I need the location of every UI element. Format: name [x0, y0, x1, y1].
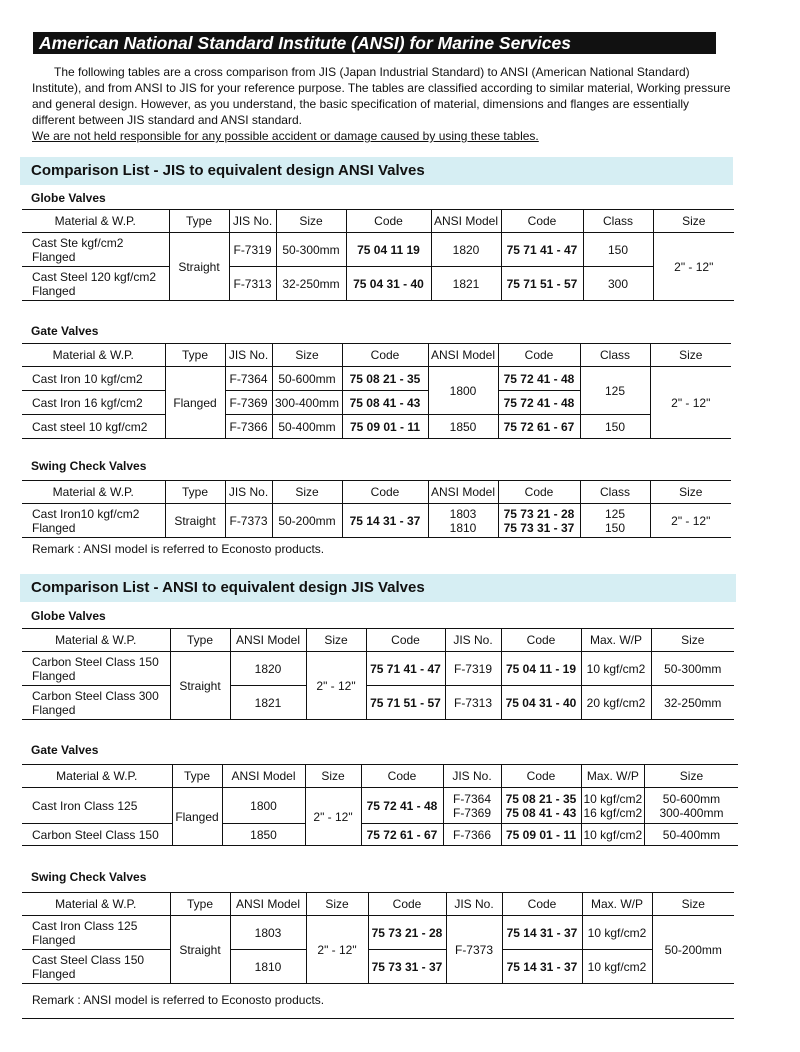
max-wp: 10 kgf/cm2 — [582, 950, 652, 984]
code-cell: 75 71 41 - 47 — [366, 652, 445, 686]
s2-swing-table — [22, 892, 734, 984]
ansi-model: 1803 — [449, 506, 477, 521]
end-type-label: Flanged — [32, 702, 76, 717]
s1-gate-title: Gate Valves — [31, 324, 99, 338]
col-header: Size — [272, 344, 342, 367]
end-type-label: Flanged — [32, 283, 76, 298]
col-header: Class — [580, 481, 650, 504]
max-wp: 20 kgf/cm2 — [581, 686, 651, 720]
col-header: ANSI Model — [428, 344, 498, 367]
ansi-model: 1810 — [449, 520, 477, 535]
col-header: JIS No. — [229, 210, 276, 233]
code-cell: 75 71 41 - 47 — [501, 233, 583, 267]
size-cell: 2" - 12" — [306, 916, 368, 984]
type-cell: Flanged — [172, 788, 222, 846]
material-label: Carbon Steel Class 150 — [32, 654, 159, 669]
col-header: JIS No. — [446, 893, 502, 916]
col-header: Material & W.P. — [22, 893, 170, 916]
col-header: Size — [653, 210, 734, 233]
type-cell: Straight — [165, 504, 225, 538]
col-header: Type — [172, 765, 222, 788]
type-cell: Straight — [170, 916, 230, 984]
s1-globe-table — [22, 209, 734, 301]
size-cell: 50-200mm — [272, 504, 342, 538]
size-cell: 2" - 12" — [306, 652, 366, 720]
col-header: Max. W/P — [581, 629, 651, 652]
type-cell: Flanged — [165, 367, 225, 439]
col-header: Max. W/P — [582, 893, 652, 916]
s1-swing-title: Swing Check Valves — [31, 459, 147, 473]
material-label: Cast Iron Class 125 — [22, 788, 172, 824]
col-header: Material & W.P. — [22, 629, 170, 652]
code-cell: 75 08 41 - 43 — [505, 805, 577, 820]
ansi-model: 1803 — [230, 916, 306, 950]
code-cell: 75 73 31 - 37 — [368, 950, 446, 984]
material-label: Cast Iron 10 kgf/cm2 — [22, 367, 165, 391]
section-jis-to-ansi-title: Comparison List - JIS to equivalent design ANSI Valves — [20, 157, 733, 185]
table-row — [22, 950, 734, 984]
ansi-model: 1820 — [230, 652, 306, 686]
table-row — [22, 504, 731, 538]
col-header: Material & W.P. — [22, 481, 165, 504]
col-header: Class — [583, 210, 653, 233]
code-cell: 75 08 21 - 35 — [342, 367, 428, 391]
code-cell: 75 04 11 19 — [346, 233, 431, 267]
size-cell: 300-400mm — [659, 805, 724, 820]
size-cell: 2" - 12" — [305, 788, 361, 846]
jis-no: F-7313 — [229, 267, 276, 301]
col-header: Code — [342, 481, 428, 504]
col-header: Code — [502, 893, 582, 916]
code-cell: 75 72 61 - 67 — [498, 415, 580, 439]
end-type-label: Flanged — [32, 249, 76, 264]
ansi-model: 1820 — [431, 233, 501, 267]
table-row — [22, 267, 734, 301]
col-header: Size — [306, 629, 366, 652]
col-header: Size — [272, 481, 342, 504]
col-header: JIS No. — [225, 344, 272, 367]
type-cell: Straight — [170, 652, 230, 720]
intro-text — [32, 64, 732, 144]
col-header: Code — [498, 481, 580, 504]
code-cell: 75 14 31 - 37 — [342, 504, 428, 538]
size-cell: 50-300mm — [276, 233, 346, 267]
class-cell: 150 — [580, 415, 650, 439]
col-header: JIS No. — [225, 481, 272, 504]
max-wp: 10 kgf/cm2 — [581, 824, 645, 846]
col-header: Class — [580, 344, 650, 367]
s1-globe-title: Globe Valves — [31, 191, 106, 205]
code-cell: 75 14 31 - 37 — [502, 916, 582, 950]
class-cell: 150 — [604, 520, 626, 535]
s1-gate-table — [22, 343, 731, 439]
size-cell: 50-200mm — [652, 916, 734, 984]
max-wp: 16 kgf/cm2 — [583, 805, 643, 820]
s2-globe-title: Globe Valves — [31, 609, 106, 623]
col-header: Type — [165, 344, 225, 367]
col-header: Max. W/P — [581, 765, 645, 788]
col-header: Size — [645, 765, 738, 788]
col-header: Material & W.P. — [22, 765, 172, 788]
code-cell: 75 72 41 - 48 — [498, 367, 580, 391]
size-cell: 300-400mm — [272, 391, 342, 415]
ansi-model: 1800 — [222, 788, 305, 824]
col-header: Size — [276, 210, 346, 233]
ansi-model: 1800 — [428, 367, 498, 415]
class-cell: 150 — [583, 233, 653, 267]
jis-no: F-7319 — [445, 652, 501, 686]
size-cell: 2" - 12" — [650, 367, 731, 439]
col-header: ANSI Model — [230, 893, 306, 916]
size-cell: 2" - 12" — [653, 233, 734, 301]
ansi-model: 1821 — [431, 267, 501, 301]
jis-no: F-7364 — [225, 367, 272, 391]
col-header: ANSI Model — [222, 765, 305, 788]
ansi-model: 1850 — [428, 415, 498, 439]
col-header: Size — [651, 629, 734, 652]
size-cell: 50-600mm — [662, 791, 721, 806]
col-header: Type — [165, 481, 225, 504]
material-label: Carbon Steel Class 150 — [22, 824, 172, 846]
size-cell: 50-600mm — [272, 367, 342, 391]
col-header: Code — [361, 765, 443, 788]
table-row — [22, 788, 738, 824]
col-header: Size — [305, 765, 361, 788]
intro-paragraph: The following tables are a cross comparison from JIS (Japan Industrial Standard) to ANSI (American National Standard) Institute), and from ANSI to JIS for your reference purpose. The tables are classified according to similar material, Working pressure and general design. However, as you understand, the basic specification of material, dimensions and flanges are essentially different between JIS standard and ANSI standard. — [32, 65, 731, 127]
jis-no: F-7366 — [443, 824, 501, 846]
s2-swing-title: Swing Check Valves — [31, 870, 147, 884]
material-label: Cast Ste kgf/cm2 — [32, 235, 124, 250]
jis-no: F-7373 — [225, 504, 272, 538]
code-cell: 75 71 51 - 57 — [366, 686, 445, 720]
material-label: Carbon Steel Class 300 — [32, 688, 159, 703]
table-row — [22, 415, 731, 439]
jis-no: F-7319 — [229, 233, 276, 267]
end-type-label: Flanged — [32, 520, 76, 535]
col-header: Code — [346, 210, 431, 233]
material-label: Cast Iron10 kgf/cm2 — [32, 506, 140, 521]
ansi-model: 1850 — [222, 824, 305, 846]
end-type-label: Flanged — [32, 932, 76, 947]
remark: Remark : ANSI model is referred to Econosto products. — [32, 542, 325, 556]
page-title: American National Standard Institute (ANSI) for Marine Services — [33, 32, 716, 54]
jis-no: F-7369 — [452, 805, 492, 820]
code-cell: 75 09 01 - 11 — [501, 824, 581, 846]
size-cell: 32-250mm — [276, 267, 346, 301]
table-row — [22, 824, 738, 846]
col-header: Size — [650, 481, 731, 504]
material-label: Cast Iron 16 kgf/cm2 — [22, 391, 165, 415]
code-cell: 75 08 41 - 43 — [342, 391, 428, 415]
col-header: ANSI Model — [431, 210, 501, 233]
col-header: ANSI Model — [230, 629, 306, 652]
jis-no: F-7366 — [225, 415, 272, 439]
section-ansi-to-jis-title: Comparison List - ANSI to equivalent design JIS Valves — [20, 574, 736, 602]
table-row — [22, 652, 734, 686]
table-row — [22, 367, 731, 391]
jis-no: F-7364 — [452, 791, 492, 806]
code-cell: 75 72 61 - 67 — [361, 824, 443, 846]
code-cell: 75 04 31 - 40 — [501, 686, 581, 720]
col-header: Code — [366, 629, 445, 652]
code-cell: 75 04 11 - 19 — [501, 652, 581, 686]
bottom-rule — [22, 1018, 734, 1019]
max-wp: 10 kgf/cm2 — [583, 791, 643, 806]
col-header: Code — [501, 629, 581, 652]
material-label: Cast steel 10 kgf/cm2 — [22, 415, 165, 439]
col-header: Size — [652, 893, 734, 916]
table-row — [22, 686, 734, 720]
col-header: Size — [650, 344, 731, 367]
ansi-model: 1821 — [230, 686, 306, 720]
col-header: Type — [170, 629, 230, 652]
size-cell: 2" - 12" — [650, 504, 731, 538]
s1-swing-table — [22, 480, 731, 538]
material-label: Cast Steel 120 kgf/cm2 — [32, 269, 157, 284]
size-cell: 50-400mm — [272, 415, 342, 439]
material-label: Cast Iron Class 125 — [32, 918, 138, 933]
code-cell: 75 72 41 - 48 — [498, 391, 580, 415]
jis-no: F-7373 — [446, 916, 502, 984]
class-cell: 125 — [604, 506, 626, 521]
col-header: Material & W.P. — [22, 344, 165, 367]
ansi-model: 1810 — [230, 950, 306, 984]
col-header: Type — [169, 210, 229, 233]
col-header: Code — [342, 344, 428, 367]
code-cell: 75 14 31 - 37 — [502, 950, 582, 984]
jis-no: F-7313 — [445, 686, 501, 720]
disclaimer: We are not held responsible for any possible accident or damage caused by using these tables. — [32, 129, 539, 143]
class-cell: 300 — [583, 267, 653, 301]
code-cell: 75 73 31 - 37 — [503, 520, 575, 535]
col-header: JIS No. — [443, 765, 501, 788]
col-header: ANSI Model — [428, 481, 498, 504]
code-cell: 75 72 41 - 48 — [361, 788, 443, 824]
s2-gate-table — [22, 764, 738, 846]
material-label: Cast Steel Class 150 — [32, 952, 145, 967]
col-header: JIS No. — [445, 629, 501, 652]
col-header: Code — [501, 210, 583, 233]
size-cell: 50-400mm — [645, 824, 738, 846]
type-cell: Straight — [169, 233, 229, 301]
table-row — [22, 233, 734, 267]
code-cell: 75 71 51 - 57 — [501, 267, 583, 301]
code-cell: 75 73 21 - 28 — [503, 506, 575, 521]
code-cell: 75 09 01 - 11 — [342, 415, 428, 439]
class-cell: 125 — [580, 367, 650, 415]
max-wp: 10 kgf/cm2 — [582, 916, 652, 950]
col-header: Code — [501, 765, 581, 788]
jis-no: F-7369 — [225, 391, 272, 415]
end-type-label: Flanged — [32, 668, 76, 683]
size-cell: 32-250mm — [651, 686, 734, 720]
col-header: Type — [170, 893, 230, 916]
s2-gate-title: Gate Valves — [31, 743, 99, 757]
remark: Remark : ANSI model is referred to Econosto products. — [32, 993, 325, 1007]
col-header: Code — [368, 893, 446, 916]
end-type-label: Flanged — [32, 966, 76, 981]
size-cell: 50-300mm — [651, 652, 734, 686]
s2-globe-table — [22, 628, 734, 720]
code-cell: 75 08 21 - 35 — [505, 791, 577, 806]
max-wp: 10 kgf/cm2 — [581, 652, 651, 686]
code-cell: 75 04 31 - 40 — [346, 267, 431, 301]
col-header: Code — [498, 344, 580, 367]
col-header: Size — [306, 893, 368, 916]
table-row — [22, 916, 734, 950]
col-header: Material & W.P. — [22, 210, 169, 233]
code-cell: 75 73 21 - 28 — [368, 916, 446, 950]
